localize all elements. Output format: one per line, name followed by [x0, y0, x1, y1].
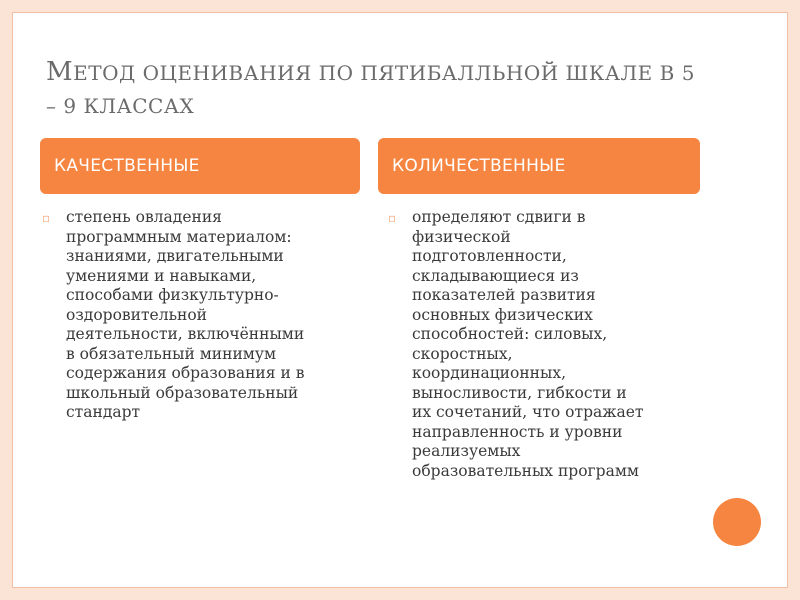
list-item: [42, 208, 362, 423]
bullet-icon: ▫: [42, 211, 51, 225]
qualitative-text: [66, 208, 362, 423]
text-line: деятельности, включёнными: [66, 325, 305, 343]
text-line: скоростных,: [412, 344, 513, 363]
text-line: содержания образования и в: [66, 364, 305, 382]
bullet-icon: ▫: [388, 211, 397, 225]
title-line-1-rest: ЕТОД ОЦЕНИВАНИЯ ПО ПЯТИБАЛЛЬНОЙ ШКАЛЕ В 5: [73, 61, 695, 85]
text-line: школьный образовательный: [66, 383, 299, 402]
text-line: оздоровительной: [66, 305, 207, 324]
slide-title: [46, 56, 746, 123]
text-line: знаниями, двигательными: [66, 247, 284, 265]
column-quantitative: [388, 208, 698, 481]
decorative-circle: [713, 498, 761, 546]
text-line: определяют сдвиги в: [412, 208, 586, 226]
text-line: способами физкультурно-: [66, 286, 279, 304]
text-line: умениями и навыками,: [66, 266, 257, 285]
text-line: подготовленности,: [412, 247, 567, 265]
text-line: показателей развития: [412, 286, 596, 304]
text-line: стандарт: [66, 403, 141, 421]
text-line: способностей: силовых,: [412, 325, 608, 343]
title-line-1: [46, 56, 746, 90]
text-line: в обязательный минимум: [66, 344, 277, 363]
text-line: направленность и уровни: [412, 422, 623, 441]
text-line: складывающиеся из: [412, 266, 579, 285]
title-line-2: – 9 КЛАССАХ: [46, 94, 195, 118]
text-line: выносливости, гибкости и: [412, 383, 627, 402]
list-item: [388, 208, 698, 481]
text-line: их сочетаний, что отражает: [412, 403, 644, 421]
quantitative-text: [412, 208, 698, 481]
header-qualitative: КАЧЕСТВЕННЫЕ: [40, 138, 360, 194]
column-qualitative: [42, 208, 362, 423]
text-line: координационных,: [412, 364, 567, 382]
text-line: реализуемых: [412, 442, 521, 460]
text-line: физической: [412, 227, 511, 246]
text-line: образовательных программ: [412, 461, 639, 480]
title-first-letter: М: [46, 57, 74, 87]
text-line: степень овладения: [66, 208, 222, 226]
header-quantitative: КОЛИЧЕСТВЕННЫЕ: [378, 138, 700, 194]
text-line: основных физических: [412, 305, 593, 324]
text-line: программным материалом:: [66, 227, 292, 246]
